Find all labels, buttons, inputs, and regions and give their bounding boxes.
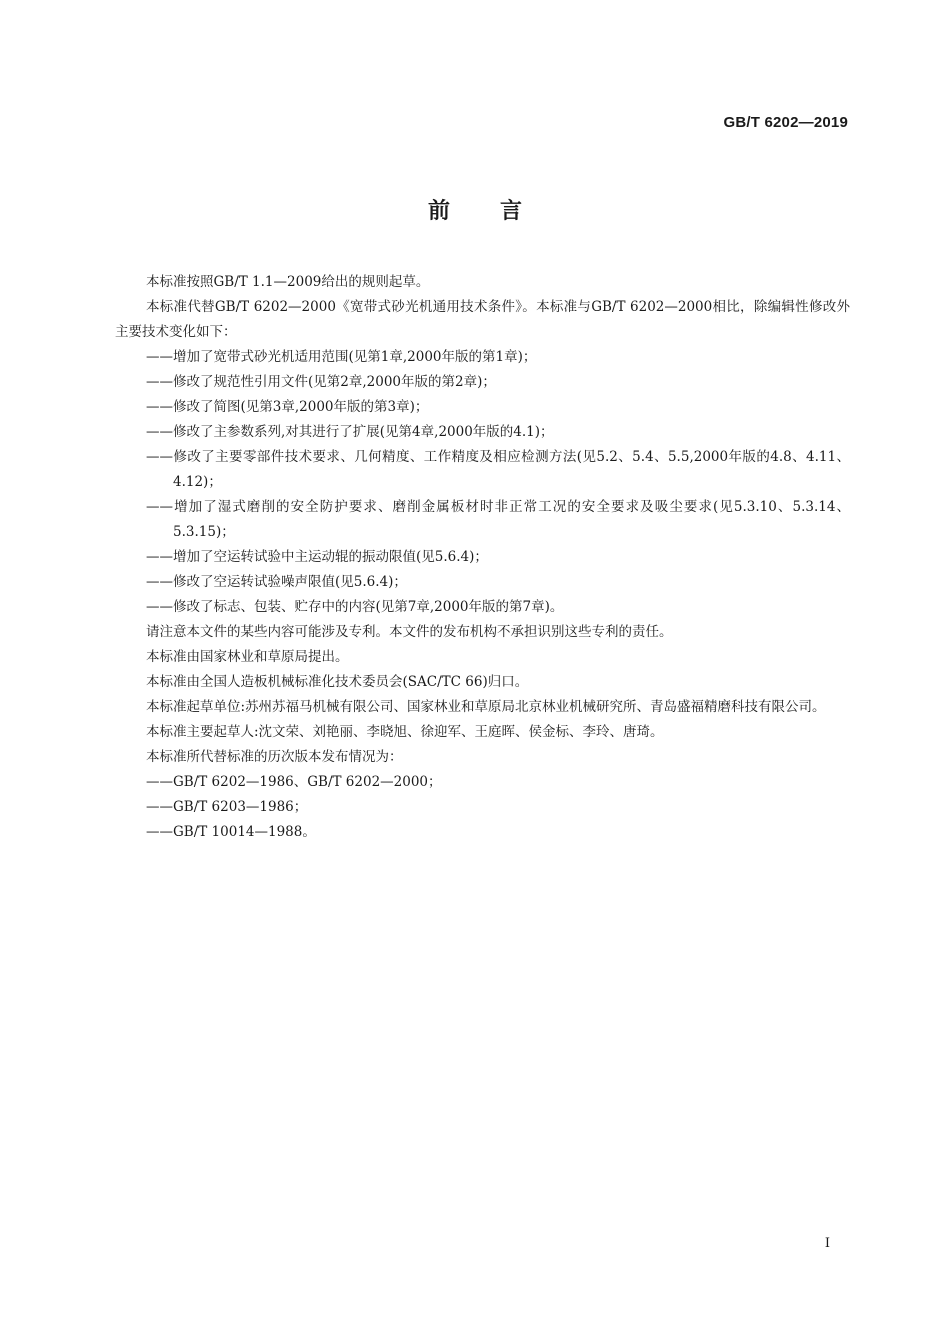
proposer-paragraph: 本标准由国家林业和草原局提出。 xyxy=(146,649,349,665)
foreword-body xyxy=(115,270,850,845)
page-number: I xyxy=(824,1236,830,1251)
change-item: ——修改了主参数系列,对其进行了扩展(见第4章,2000年版的4.1)； xyxy=(146,424,554,440)
change-item: ——增加了宽带式砂光机适用范围(见第1章,2000年版的第1章)； xyxy=(146,349,537,365)
change-item: ——修改了主要零部件技术要求、几何精度、工作精度及相应检测方法(见5.2、5.4、5.5,2000年版的4.8、4.11、4.12)； xyxy=(146,449,850,490)
change-item: ——增加了湿式磨削的安全防护要求、磨削金属板材时非正常工况的安全要求及吸尘要求(见5.3.10、5.3.14、5.3.15)； xyxy=(146,499,850,540)
title-char-2: 言 xyxy=(500,199,523,224)
drafting-rule-paragraph: 本标准按照GB/T 1.1—2009给出的规则起草。 xyxy=(146,274,430,290)
drafters-paragraph: 本标准主要起草人:沈文荣、刘艳丽、李晓旭、徐迎军、王庭晖、侯金标、李玲、唐琦。 xyxy=(146,724,664,740)
patent-notice-paragraph: 请注意本文件的某些内容可能涉及专利。本文件的发布机构不承担识别这些专利的责任。 xyxy=(146,624,673,640)
change-item: ——修改了规范性引用文件(见第2章,2000年版的第2章)； xyxy=(146,374,496,390)
replacement-paragraph: 本标准代替GB/T 6202—2000《宽带式砂光机通用技术条件》。本标准与GB/T 6202—2000相比，除编辑性修改外主要技术变化如下： xyxy=(115,299,850,340)
title-char-1: 前 xyxy=(427,199,450,224)
change-item: ——增加了空运转试验中主运动辊的振动限值(见5.6.4)； xyxy=(146,549,488,565)
drafting-units-paragraph: 本标准起草单位:苏州苏福马机械有限公司、国家林业和草原局北京林业机械研究所、青岛盛福精磨科技有限公司。 xyxy=(146,699,826,715)
change-item: ——修改了空运转试验噪声限值(见5.6.4)； xyxy=(146,574,407,590)
change-item: ——修改了标志、包装、贮存中的内容(见第7章,2000年版的第7章)。 xyxy=(146,599,564,615)
page-title xyxy=(0,194,950,225)
history-item: ——GB/T 6202—1986、GB/T 6202—2000； xyxy=(146,774,442,790)
committee-paragraph: 本标准由全国人造板机械标准化技术委员会(SAC/TC 66)归口。 xyxy=(146,674,529,690)
history-item: ——GB/T 6203—1986； xyxy=(146,799,308,815)
history-item: ——GB/T 10014—1988。 xyxy=(146,824,316,840)
change-item: ——修改了简图(见第3章,2000年版的第3章)； xyxy=(146,399,429,415)
standard-number: GB/T 6202—2019 xyxy=(723,114,848,131)
history-intro-paragraph: 本标准所代替标准的历次版本发布情况为： xyxy=(146,749,403,765)
